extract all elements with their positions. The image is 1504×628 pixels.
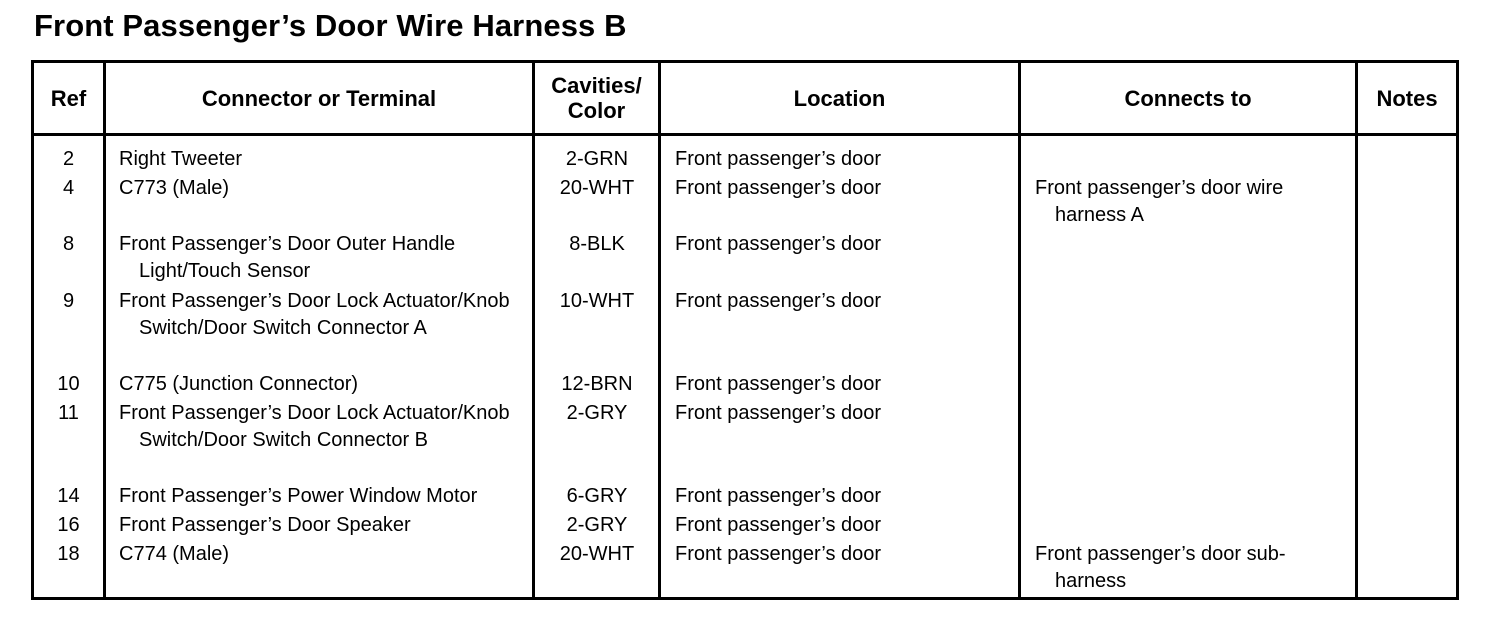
cell-cavities: 2-GRY	[566, 402, 628, 424]
header-cavities-label-line1: Cavities/	[551, 73, 642, 98]
header-cavities-label-line2: Color	[567, 98, 626, 123]
cell-cavities: 2-GRN	[565, 148, 629, 170]
table-row	[34, 483, 1456, 512]
cell-cavities: 12-BRN	[561, 373, 633, 395]
table-row	[34, 541, 1456, 597]
cell-location: Front passenger’s door	[675, 233, 882, 255]
table-body	[34, 146, 1456, 597]
cell-connector: Front Passenger’s Door Lock Actuator/Knob Switch/Door Switch Connector B	[119, 402, 510, 451]
cell-ref: 9	[62, 290, 75, 312]
cell-cavities: 6-GRY	[566, 485, 628, 507]
header-ref-label: Ref	[50, 85, 87, 111]
cell-ref: 16	[57, 514, 80, 536]
header-location-label: Location	[793, 85, 886, 111]
cell-location: Front passenger’s door	[675, 148, 882, 170]
cell-connects-to: Front passenger’s door wire harness A	[1035, 177, 1284, 226]
cell-ref: 8	[62, 233, 75, 255]
table-row	[34, 175, 1456, 231]
cell-location: Front passenger’s door	[675, 373, 882, 395]
cell-connector: Front Passenger’s Door Speaker	[119, 514, 411, 536]
cell-ref: 4	[62, 177, 75, 199]
table-row	[34, 371, 1456, 400]
cell-location: Front passenger’s door	[675, 402, 882, 424]
cell-connects-to: Front passenger’s door sub-harness	[1035, 543, 1286, 592]
cell-cavities: 2-GRY	[566, 514, 628, 536]
header-ref	[34, 63, 103, 133]
header-notes-label: Notes	[1376, 85, 1438, 111]
cell-ref: 11	[58, 402, 79, 424]
table-row	[34, 146, 1456, 175]
cell-ref: 14	[57, 485, 80, 507]
cell-location: Front passenger’s door	[675, 543, 882, 565]
cell-connector: C774 (Male)	[119, 543, 230, 565]
cell-connector: C773 (Male)	[119, 177, 230, 199]
header-connects-to	[1021, 63, 1355, 133]
header-location	[661, 63, 1018, 133]
wire-harness-table	[31, 60, 1459, 600]
cell-connector: Front Passenger’s Power Window Motor	[119, 485, 478, 507]
cell-location: Front passenger’s door	[675, 290, 882, 312]
cell-location: Front passenger’s door	[675, 485, 882, 507]
header-connector-label: Connector or Terminal	[201, 85, 437, 111]
cell-ref: 10	[57, 373, 80, 395]
header-cavities	[535, 63, 658, 133]
cell-cavities: 10-WHT	[559, 290, 635, 312]
cell-ref: 2	[62, 148, 75, 170]
header-connects-to-label: Connects to	[1124, 85, 1252, 111]
cell-cavities: 20-WHT	[559, 177, 635, 199]
table-row	[34, 231, 1456, 288]
cell-ref: 18	[57, 543, 80, 565]
header-notes	[1358, 63, 1456, 133]
table-row	[34, 288, 1456, 371]
header-divider	[34, 133, 1456, 136]
cell-location: Front passenger’s door	[675, 177, 882, 199]
cell-cavities: 20-WHT	[559, 543, 635, 565]
table-row	[34, 400, 1456, 483]
cell-connector: Front Passenger’s Door Outer Handle Light/Touch Sensor	[119, 233, 456, 282]
cell-connector: C775 (Junction Connector)	[119, 373, 359, 395]
cell-cavities: 8-BLK	[569, 233, 625, 255]
cell-connector: Right Tweeter	[119, 148, 243, 170]
header-connector	[106, 63, 532, 133]
cell-location: Front passenger’s door	[675, 514, 882, 536]
table-row	[34, 512, 1456, 541]
cell-connector: Front Passenger’s Door Lock Actuator/Knob Switch/Door Switch Connector A	[119, 290, 510, 339]
page-title: Front Passenger’s Door Wire Harness B	[34, 8, 627, 43]
